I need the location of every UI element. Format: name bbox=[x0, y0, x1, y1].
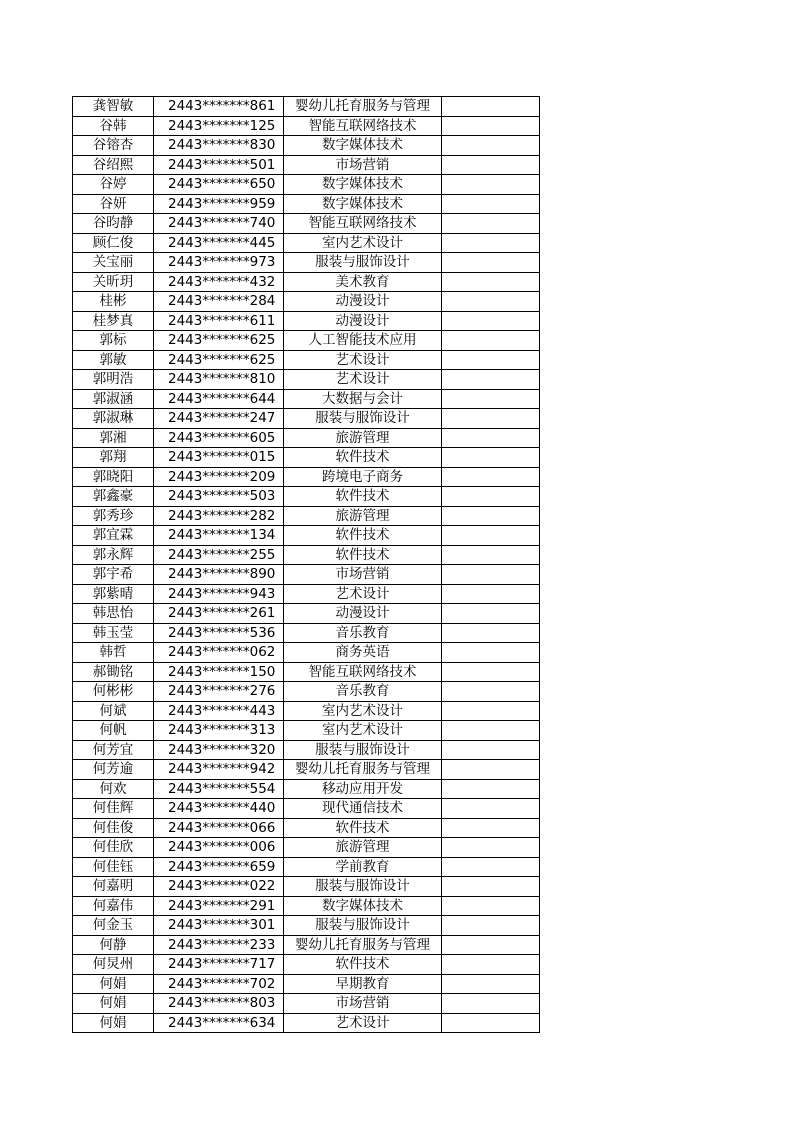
student-name-cell: 何彬彬 bbox=[73, 682, 154, 702]
major-cell: 室内艺术设计 bbox=[284, 721, 442, 741]
major-cell: 旅游管理 bbox=[284, 506, 442, 526]
empty-cell bbox=[442, 253, 540, 273]
student-name-cell: 何佳辉 bbox=[73, 799, 154, 819]
student-id-cell: 2443*******209 bbox=[154, 467, 284, 487]
major-cell: 旅游管理 bbox=[284, 838, 442, 858]
student-name-cell: 郭秀珍 bbox=[73, 506, 154, 526]
student-id-cell: 2443*******125 bbox=[154, 116, 284, 136]
table-row bbox=[73, 955, 540, 975]
table-row bbox=[73, 428, 540, 448]
student-id-cell: 2443*******291 bbox=[154, 896, 284, 916]
student-id-cell: 2443*******066 bbox=[154, 818, 284, 838]
student-id-cell: 2443*******261 bbox=[154, 604, 284, 624]
table-row bbox=[73, 233, 540, 253]
empty-cell bbox=[442, 740, 540, 760]
major-cell: 音乐教育 bbox=[284, 623, 442, 643]
major-cell: 软件技术 bbox=[284, 526, 442, 546]
major-cell: 服装与服饰设计 bbox=[284, 409, 442, 429]
student-id-cell: 2443*******740 bbox=[154, 214, 284, 234]
student-name-cell: 顾仁俊 bbox=[73, 233, 154, 253]
empty-cell bbox=[442, 370, 540, 390]
student-name-cell: 何斌 bbox=[73, 701, 154, 721]
student-name-cell: 何佳钰 bbox=[73, 857, 154, 877]
student-name-cell: 何嘉明 bbox=[73, 877, 154, 897]
student-name-cell: 郭淑琳 bbox=[73, 409, 154, 429]
table-row bbox=[73, 584, 540, 604]
major-cell: 室内艺术设计 bbox=[284, 233, 442, 253]
student-name-cell: 谷镕杏 bbox=[73, 136, 154, 156]
table-row bbox=[73, 740, 540, 760]
major-cell: 数字媒体技术 bbox=[284, 194, 442, 214]
student-id-cell: 2443*******301 bbox=[154, 916, 284, 936]
empty-cell bbox=[442, 136, 540, 156]
student-id-cell: 2443*******605 bbox=[154, 428, 284, 448]
student-id-cell: 2443*******320 bbox=[154, 740, 284, 760]
student-id-cell: 2443*******644 bbox=[154, 389, 284, 409]
empty-cell bbox=[442, 331, 540, 351]
major-cell: 音乐教育 bbox=[284, 682, 442, 702]
empty-cell bbox=[442, 604, 540, 624]
empty-cell bbox=[442, 214, 540, 234]
student-id-cell: 2443*******022 bbox=[154, 877, 284, 897]
major-cell: 婴幼儿托育服务与管理 bbox=[284, 760, 442, 780]
table-row bbox=[73, 721, 540, 741]
empty-cell bbox=[442, 175, 540, 195]
empty-cell bbox=[442, 526, 540, 546]
table-row bbox=[73, 565, 540, 585]
table-row bbox=[73, 760, 540, 780]
table-row bbox=[73, 448, 540, 468]
empty-cell bbox=[442, 701, 540, 721]
major-cell: 服装与服饰设计 bbox=[284, 740, 442, 760]
student-name-cell: 郭晓阳 bbox=[73, 467, 154, 487]
student-id-cell: 2443*******611 bbox=[154, 311, 284, 331]
empty-cell bbox=[442, 779, 540, 799]
table-row bbox=[73, 409, 540, 429]
major-cell: 软件技术 bbox=[284, 448, 442, 468]
table-row bbox=[73, 253, 540, 273]
student-roster-table bbox=[72, 96, 540, 1033]
table-row bbox=[73, 682, 540, 702]
empty-cell bbox=[442, 662, 540, 682]
student-name-cell: 关昕玥 bbox=[73, 272, 154, 292]
table-row bbox=[73, 292, 540, 312]
empty-cell bbox=[442, 350, 540, 370]
table-row bbox=[73, 506, 540, 526]
major-cell: 服装与服饰设计 bbox=[284, 916, 442, 936]
student-name-cell: 何炅州 bbox=[73, 955, 154, 975]
student-id-cell: 2443*******830 bbox=[154, 136, 284, 156]
student-id-cell: 2443*******554 bbox=[154, 779, 284, 799]
student-name-cell: 郭敏 bbox=[73, 350, 154, 370]
major-cell: 服装与服饰设计 bbox=[284, 877, 442, 897]
table-row bbox=[73, 604, 540, 624]
student-name-cell: 桂梦真 bbox=[73, 311, 154, 331]
major-cell: 动漫设计 bbox=[284, 311, 442, 331]
empty-cell bbox=[442, 643, 540, 663]
student-name-cell: 郭湘 bbox=[73, 428, 154, 448]
student-id-cell: 2443*******432 bbox=[154, 272, 284, 292]
empty-cell bbox=[442, 877, 540, 897]
table-row bbox=[73, 487, 540, 507]
major-cell: 智能互联网络技术 bbox=[284, 662, 442, 682]
student-id-cell: 2443*******973 bbox=[154, 253, 284, 273]
empty-cell bbox=[442, 194, 540, 214]
student-name-cell: 何娟 bbox=[73, 1013, 154, 1033]
table-row bbox=[73, 155, 540, 175]
major-cell: 数字媒体技术 bbox=[284, 136, 442, 156]
major-cell: 数字媒体技术 bbox=[284, 896, 442, 916]
table-row bbox=[73, 643, 540, 663]
major-cell: 艺术设计 bbox=[284, 584, 442, 604]
student-id-cell: 2443*******702 bbox=[154, 974, 284, 994]
table-row bbox=[73, 389, 540, 409]
major-cell: 婴幼儿托育服务与管理 bbox=[284, 935, 442, 955]
table-row bbox=[73, 935, 540, 955]
major-cell: 软件技术 bbox=[284, 487, 442, 507]
table-row bbox=[73, 701, 540, 721]
student-name-cell: 何娟 bbox=[73, 994, 154, 1014]
table-row bbox=[73, 896, 540, 916]
student-id-cell: 2443*******284 bbox=[154, 292, 284, 312]
student-name-cell: 郭宇希 bbox=[73, 565, 154, 585]
student-id-cell: 2443*******634 bbox=[154, 1013, 284, 1033]
major-cell: 智能互联网络技术 bbox=[284, 116, 442, 136]
student-name-cell: 韩哲 bbox=[73, 643, 154, 663]
student-name-cell: 关宝丽 bbox=[73, 253, 154, 273]
table-row bbox=[73, 916, 540, 936]
empty-cell bbox=[442, 584, 540, 604]
empty-cell bbox=[442, 487, 540, 507]
major-cell: 艺术设计 bbox=[284, 1013, 442, 1033]
student-name-cell: 郝锄铭 bbox=[73, 662, 154, 682]
major-cell: 现代通信技术 bbox=[284, 799, 442, 819]
empty-cell bbox=[442, 155, 540, 175]
empty-cell bbox=[442, 292, 540, 312]
student-name-cell: 何芳宜 bbox=[73, 740, 154, 760]
student-name-cell: 郭翔 bbox=[73, 448, 154, 468]
student-name-cell: 何娟 bbox=[73, 974, 154, 994]
student-name-cell: 何佳欣 bbox=[73, 838, 154, 858]
major-cell: 跨境电子商务 bbox=[284, 467, 442, 487]
empty-cell bbox=[442, 448, 540, 468]
table-row bbox=[73, 662, 540, 682]
empty-cell bbox=[442, 428, 540, 448]
student-name-cell: 何帆 bbox=[73, 721, 154, 741]
student-id-cell: 2443*******503 bbox=[154, 487, 284, 507]
empty-cell bbox=[442, 506, 540, 526]
student-id-cell: 2443*******959 bbox=[154, 194, 284, 214]
empty-cell bbox=[442, 896, 540, 916]
table-row bbox=[73, 116, 540, 136]
student-name-cell: 郭鑫豪 bbox=[73, 487, 154, 507]
major-cell: 婴幼儿托育服务与管理 bbox=[284, 97, 442, 117]
table-row bbox=[73, 370, 540, 390]
major-cell: 学前教育 bbox=[284, 857, 442, 877]
major-cell: 市场营销 bbox=[284, 155, 442, 175]
empty-cell bbox=[442, 272, 540, 292]
major-cell: 人工智能技术应用 bbox=[284, 331, 442, 351]
major-cell: 旅游管理 bbox=[284, 428, 442, 448]
table-row bbox=[73, 175, 540, 195]
roster-body bbox=[73, 97, 540, 1033]
major-cell: 商务英语 bbox=[284, 643, 442, 663]
empty-cell bbox=[442, 974, 540, 994]
empty-cell bbox=[442, 955, 540, 975]
empty-cell bbox=[442, 994, 540, 1014]
student-id-cell: 2443*******276 bbox=[154, 682, 284, 702]
empty-cell bbox=[442, 935, 540, 955]
table-row bbox=[73, 467, 540, 487]
table-row bbox=[73, 623, 540, 643]
student-id-cell: 2443*******255 bbox=[154, 545, 284, 565]
student-id-cell: 2443*******134 bbox=[154, 526, 284, 546]
student-name-cell: 何芳逾 bbox=[73, 760, 154, 780]
student-name-cell: 郭永辉 bbox=[73, 545, 154, 565]
major-cell: 早期教育 bbox=[284, 974, 442, 994]
student-id-cell: 2443*******282 bbox=[154, 506, 284, 526]
student-id-cell: 2443*******659 bbox=[154, 857, 284, 877]
major-cell: 软件技术 bbox=[284, 818, 442, 838]
major-cell: 移动应用开发 bbox=[284, 779, 442, 799]
table-row bbox=[73, 97, 540, 117]
empty-cell bbox=[442, 1013, 540, 1033]
empty-cell bbox=[442, 916, 540, 936]
student-id-cell: 2443*******313 bbox=[154, 721, 284, 741]
table-row bbox=[73, 818, 540, 838]
student-name-cell: 龚智敏 bbox=[73, 97, 154, 117]
table-row bbox=[73, 331, 540, 351]
student-id-cell: 2443*******150 bbox=[154, 662, 284, 682]
major-cell: 软件技术 bbox=[284, 955, 442, 975]
student-id-cell: 2443*******717 bbox=[154, 955, 284, 975]
table-row bbox=[73, 994, 540, 1014]
student-name-cell: 郭标 bbox=[73, 331, 154, 351]
student-name-cell: 何静 bbox=[73, 935, 154, 955]
student-name-cell: 郭明浩 bbox=[73, 370, 154, 390]
student-name-cell: 谷婷 bbox=[73, 175, 154, 195]
student-id-cell: 2443*******810 bbox=[154, 370, 284, 390]
student-id-cell: 2443*******445 bbox=[154, 233, 284, 253]
student-id-cell: 2443*******062 bbox=[154, 643, 284, 663]
major-cell: 动漫设计 bbox=[284, 604, 442, 624]
table-row bbox=[73, 877, 540, 897]
student-id-cell: 2443*******625 bbox=[154, 331, 284, 351]
major-cell: 艺术设计 bbox=[284, 370, 442, 390]
student-name-cell: 郭淑涵 bbox=[73, 389, 154, 409]
student-id-cell: 2443*******650 bbox=[154, 175, 284, 195]
student-name-cell: 何欢 bbox=[73, 779, 154, 799]
empty-cell bbox=[442, 818, 540, 838]
major-cell: 软件技术 bbox=[284, 545, 442, 565]
student-name-cell: 郭紫晴 bbox=[73, 584, 154, 604]
student-id-cell: 2443*******536 bbox=[154, 623, 284, 643]
student-name-cell: 韩思怡 bbox=[73, 604, 154, 624]
major-cell: 市场营销 bbox=[284, 565, 442, 585]
empty-cell bbox=[442, 97, 540, 117]
student-id-cell: 2443*******942 bbox=[154, 760, 284, 780]
student-id-cell: 2443*******247 bbox=[154, 409, 284, 429]
student-id-cell: 2443*******625 bbox=[154, 350, 284, 370]
major-cell: 动漫设计 bbox=[284, 292, 442, 312]
student-name-cell: 桂彬 bbox=[73, 292, 154, 312]
empty-cell bbox=[442, 467, 540, 487]
student-name-cell: 谷韩 bbox=[73, 116, 154, 136]
student-name-cell: 郭宜霖 bbox=[73, 526, 154, 546]
empty-cell bbox=[442, 857, 540, 877]
major-cell: 市场营销 bbox=[284, 994, 442, 1014]
empty-cell bbox=[442, 116, 540, 136]
student-name-cell: 何嘉伟 bbox=[73, 896, 154, 916]
student-name-cell: 何金玉 bbox=[73, 916, 154, 936]
major-cell: 室内艺术设计 bbox=[284, 701, 442, 721]
empty-cell bbox=[442, 760, 540, 780]
major-cell: 服装与服饰设计 bbox=[284, 253, 442, 273]
empty-cell bbox=[442, 409, 540, 429]
student-id-cell: 2443*******233 bbox=[154, 935, 284, 955]
major-cell: 艺术设计 bbox=[284, 350, 442, 370]
table-row bbox=[73, 311, 540, 331]
student-id-cell: 2443*******006 bbox=[154, 838, 284, 858]
table-row bbox=[73, 272, 540, 292]
empty-cell bbox=[442, 799, 540, 819]
major-cell: 美术教育 bbox=[284, 272, 442, 292]
student-id-cell: 2443*******943 bbox=[154, 584, 284, 604]
empty-cell bbox=[442, 233, 540, 253]
table-row bbox=[73, 779, 540, 799]
table-row bbox=[73, 838, 540, 858]
student-id-cell: 2443*******443 bbox=[154, 701, 284, 721]
student-id-cell: 2443*******501 bbox=[154, 155, 284, 175]
empty-cell bbox=[442, 682, 540, 702]
empty-cell bbox=[442, 721, 540, 741]
table-row bbox=[73, 194, 540, 214]
table-row bbox=[73, 214, 540, 234]
student-name-cell: 谷昀静 bbox=[73, 214, 154, 234]
student-id-cell: 2443*******440 bbox=[154, 799, 284, 819]
student-id-cell: 2443*******890 bbox=[154, 565, 284, 585]
empty-cell bbox=[442, 389, 540, 409]
major-cell: 数字媒体技术 bbox=[284, 175, 442, 195]
student-name-cell: 谷绍熙 bbox=[73, 155, 154, 175]
table-row bbox=[73, 136, 540, 156]
table-row bbox=[73, 974, 540, 994]
student-id-cell: 2443*******015 bbox=[154, 448, 284, 468]
major-cell: 智能互联网络技术 bbox=[284, 214, 442, 234]
empty-cell bbox=[442, 545, 540, 565]
table-row bbox=[73, 545, 540, 565]
table-row bbox=[73, 350, 540, 370]
empty-cell bbox=[442, 623, 540, 643]
empty-cell bbox=[442, 565, 540, 585]
student-id-cell: 2443*******861 bbox=[154, 97, 284, 117]
empty-cell bbox=[442, 838, 540, 858]
table-row bbox=[73, 526, 540, 546]
student-id-cell: 2443*******803 bbox=[154, 994, 284, 1014]
table-row bbox=[73, 1013, 540, 1033]
student-name-cell: 何佳俊 bbox=[73, 818, 154, 838]
table-row bbox=[73, 799, 540, 819]
table-row bbox=[73, 857, 540, 877]
student-name-cell: 韩玉莹 bbox=[73, 623, 154, 643]
empty-cell bbox=[442, 311, 540, 331]
major-cell: 大数据与会计 bbox=[284, 389, 442, 409]
student-name-cell: 谷妍 bbox=[73, 194, 154, 214]
